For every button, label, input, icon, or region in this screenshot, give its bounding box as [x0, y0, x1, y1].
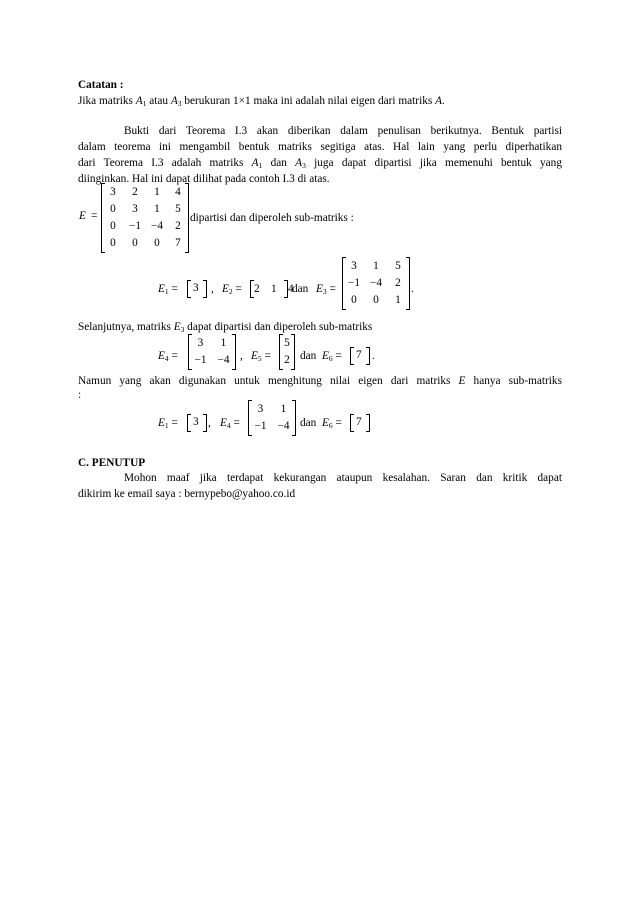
- matrix-cell: 0: [373, 294, 379, 306]
- text-run: dapat dipartisi dan diperoleh sub-matriks: [184, 321, 373, 333]
- matrix-cell: 1: [154, 186, 160, 198]
- text-run: dan: [262, 157, 296, 169]
- text-run: berukuran 1×1 maka ini adalah nilai eigen dari matriks: [181, 95, 436, 107]
- subscript: 6: [328, 354, 333, 363]
- e6-label: $E_6$ =: [322, 350, 342, 363]
- period: .: [372, 350, 375, 362]
- matrix-cell: 3: [110, 186, 116, 198]
- matrix-cell: 7: [356, 416, 362, 428]
- matrix-e-label: E: [79, 210, 86, 222]
- catatan-line: [78, 94, 562, 108]
- matrix-cell: 0: [110, 220, 116, 232]
- matrix-cell: 3: [193, 282, 199, 294]
- text-run: .: [441, 95, 445, 107]
- matrix-cell: −4: [277, 420, 290, 432]
- subscript: 1: [164, 421, 169, 430]
- text-run: Jika matriks: [78, 95, 136, 107]
- var-e: E: [158, 417, 165, 429]
- matrix-cell: −4: [217, 354, 230, 366]
- matrix-cell: 0: [351, 294, 357, 306]
- var-e: E: [173, 321, 181, 333]
- matrix-cell: 0: [110, 237, 116, 249]
- matrix-cell: 2: [254, 283, 260, 295]
- comma: ,: [208, 417, 211, 429]
- matrix-cell: 1: [154, 203, 160, 215]
- matrix-cell: 4: [288, 283, 294, 295]
- matrix-cell: 2: [175, 220, 181, 232]
- matrix-cell: 5: [175, 203, 181, 215]
- matrix-cell: 3: [193, 416, 199, 428]
- var-a: A: [135, 95, 143, 107]
- subscript: 1: [164, 287, 169, 296]
- matrix-cell: 7: [175, 237, 181, 249]
- e5-label: $E_5$ =: [251, 350, 271, 363]
- dan-word: dan: [292, 283, 309, 295]
- var-e: E: [316, 283, 323, 295]
- text-run: atau: [146, 95, 171, 107]
- e4-matrix: [248, 401, 296, 435]
- matrix-cell: 1: [395, 294, 401, 306]
- penutup-line2: dikirim ke email saya : bernypebo@yahoo.co.id: [78, 488, 296, 500]
- text-run: Namun yang akan digunakan untuk menghitung nilai eigen dari matriks: [78, 375, 459, 387]
- matrix-cell: 2: [395, 277, 401, 289]
- subscript: 1: [258, 161, 263, 170]
- e6-matrix: [350, 348, 368, 364]
- var-e: E: [458, 375, 466, 387]
- var-a: A: [251, 157, 259, 169]
- dan-word: dan: [300, 350, 317, 362]
- matrix-cell: 2: [132, 186, 138, 198]
- period: .: [411, 283, 414, 295]
- e3-matrix: [342, 258, 410, 309]
- subscript: 3: [177, 99, 182, 108]
- e1-matrix: [187, 415, 205, 431]
- var-e: E: [158, 350, 165, 362]
- e6-label: $E_6$ =: [322, 417, 342, 430]
- comma: ,: [240, 350, 243, 362]
- matrix-cell: 1: [280, 403, 287, 415]
- para1-line1: Bukti dari Teorema I.3 akan diberikan dalam penulisan berikutnya. Bentuk partisi: [124, 125, 562, 137]
- e2-label: $E_2$ =: [222, 283, 242, 296]
- matrix-cell: 7: [356, 349, 362, 361]
- catatan-heading: Catatan :: [78, 79, 124, 91]
- var-e: E: [158, 283, 165, 295]
- equals-sign: =: [91, 210, 98, 222]
- text-run: Selanjutnya, matriks: [78, 321, 174, 333]
- subscript: 2: [228, 287, 233, 296]
- namun-line1: [78, 374, 562, 388]
- partition-text: dipartisi dan diperoleh sub-matriks :: [190, 212, 354, 224]
- subscript: 4: [226, 421, 231, 430]
- matrix-cell: 2: [284, 354, 290, 366]
- comma: ,: [211, 283, 214, 295]
- dan-word: dan: [300, 417, 317, 429]
- subscript: 4: [164, 354, 169, 363]
- matrix-cell: 3: [132, 203, 138, 215]
- matrix-cell: 0: [154, 237, 160, 249]
- matrix-cell: 1: [373, 260, 379, 272]
- var-e: E: [322, 350, 329, 362]
- matrix-cell: 3: [257, 403, 264, 415]
- e5-matrix: [279, 335, 295, 369]
- subscript: 3: [180, 325, 185, 334]
- matrix-cell: −1: [254, 420, 267, 432]
- matrix-cell: 1: [271, 283, 277, 295]
- matrix-cell: −1: [128, 220, 142, 232]
- var-a: A: [295, 157, 303, 169]
- matrix-cell: 5: [395, 260, 401, 272]
- e3-label: $E_3$ =: [316, 283, 336, 296]
- text-run: hanya sub-matriks: [465, 375, 562, 387]
- subscript: 6: [328, 421, 333, 430]
- e6-matrix: [350, 415, 368, 431]
- var-a: A: [170, 95, 178, 107]
- subscript: 5: [257, 354, 262, 363]
- para1-line3: [78, 156, 562, 170]
- selanjutnya-line: [78, 320, 562, 334]
- matrix-cell: 1: [220, 337, 227, 349]
- var-e: E: [251, 350, 258, 362]
- matrix-cell: 0: [110, 203, 116, 215]
- e4-label: $E_4$ =: [220, 417, 240, 430]
- penutup-heading: C. PENUTUP: [78, 457, 146, 469]
- subscript: 1: [142, 99, 147, 108]
- matrix-cell: −4: [369, 277, 383, 289]
- matrix-cell: −1: [347, 277, 361, 289]
- penutup-line1: Mohon maaf jika terdapat kekurangan ataupun kesalahan. Saran dan kritik dapat: [124, 472, 562, 484]
- namun-line2: :: [78, 389, 82, 401]
- matrix-cell: 3: [197, 337, 204, 349]
- matrix-e: [101, 184, 189, 252]
- var-a: A: [435, 95, 442, 107]
- matrix-cell: 4: [175, 186, 181, 198]
- var-e: E: [322, 417, 329, 429]
- var-e: E: [222, 283, 229, 295]
- matrix-cell: −4: [150, 220, 164, 232]
- para1-line2: dalam teorema ini mengambil bentuk matriks segitiga atas. Hal lain yang perlu diperhatikan: [78, 141, 562, 153]
- e1-label: $E_1$ =: [158, 283, 178, 296]
- e1-matrix: [187, 281, 205, 297]
- var-e: E: [220, 417, 227, 429]
- matrix-cell: 3: [351, 260, 357, 272]
- text-run: dari Teorema I.3 adalah matriks: [78, 157, 252, 169]
- text-run: juga dapat dipartisi jika memenuhi bentuk yang: [305, 157, 562, 169]
- matrix-cell: 0: [132, 237, 138, 249]
- matrix-cell: −1: [194, 354, 207, 366]
- subscript: 3: [322, 287, 327, 296]
- para1-line4: diinginkan. Hal ini dapat dilihat pada contoh I.3 di atas.: [78, 173, 330, 185]
- subscript: 3: [302, 161, 306, 170]
- matrix-cell: 5: [284, 337, 290, 349]
- e4-label: $E_4$ =: [158, 350, 178, 363]
- e1-label: $E_1$ =: [158, 417, 178, 430]
- e4-matrix: [188, 335, 236, 369]
